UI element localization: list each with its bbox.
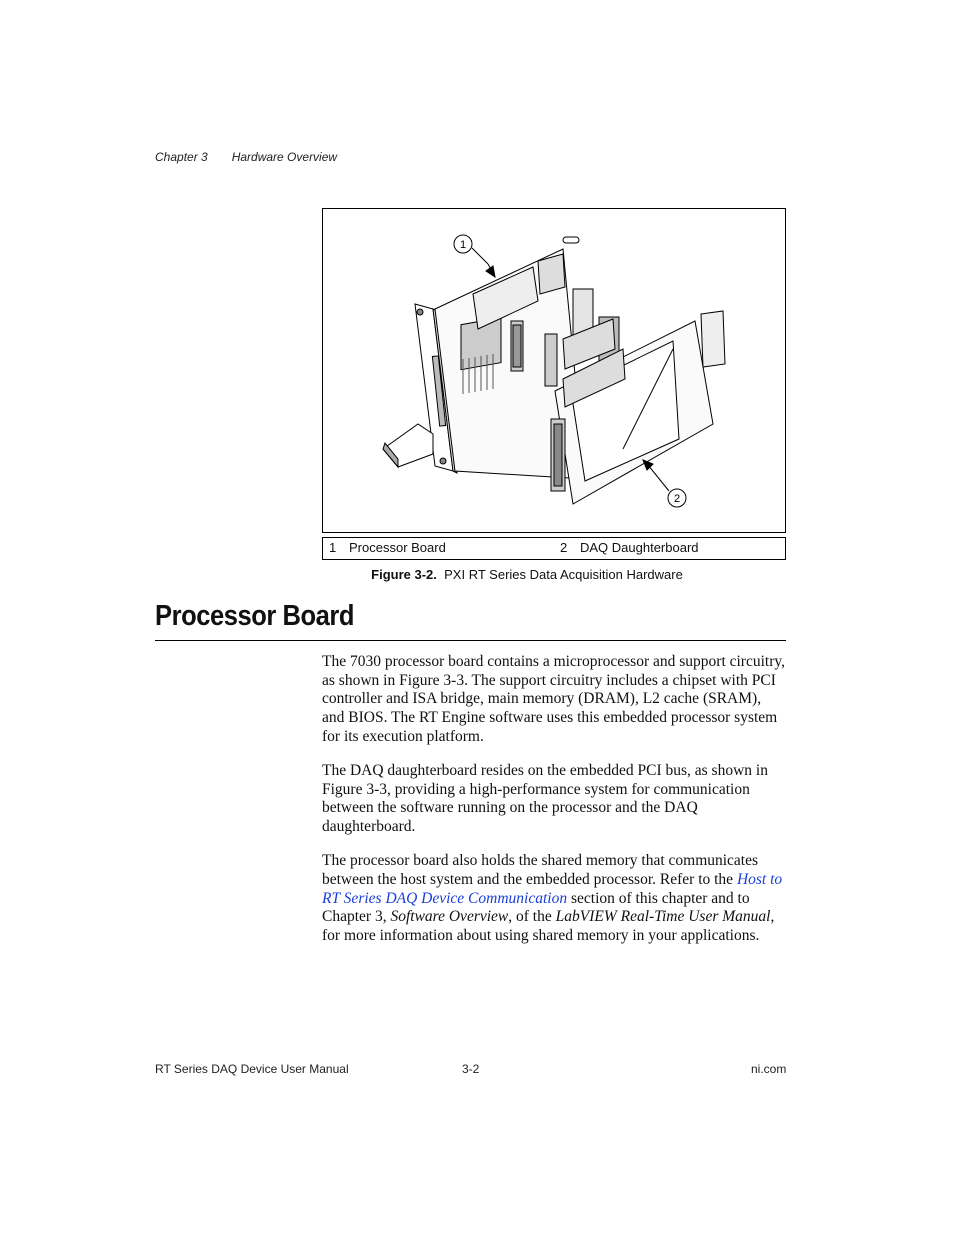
- figure-caption: Figure 3-2. PXI RT Series Data Acquisition Hardware: [371, 567, 683, 582]
- ejector-handle: [383, 424, 433, 467]
- section-rule: [155, 640, 786, 641]
- paragraph: The processor board also holds the shared memory that communicates between the host system and the embedded processor. Refer to the Host to RT Series DAQ Device Communication section of this chapter and to Chapter 3, Software Overview, of the LabVIEW Real-Time User Manual, for more information about using shared memory in your applications.: [322, 852, 783, 945]
- footer-manual-title: RT Series DAQ Device User Manual: [155, 1062, 349, 1076]
- body-text: [322, 653, 786, 961]
- chapter-title: Hardware Overview: [231, 150, 338, 164]
- cross-reference-link[interactable]: Host to RT Series DAQ Device Communication: [322, 871, 783, 907]
- figure-legend: [322, 537, 786, 560]
- legend-item: 2 DAQ Daughterboard: [560, 540, 699, 555]
- chapter-label: Chapter 3: [155, 150, 208, 164]
- figure-frame: [322, 208, 786, 533]
- hardware-illustration: [323, 209, 785, 532]
- paragraph: The 7030 processor board contains a microprocessor and support circuitry, as shown in Figure 3-3. The support circuitry includes a chipset with PCI controller and ISA bridge, main memory (DRAM), L2 cache (SRAM), and BIOS. The RT Engine software uses this embedded processor system for its execution platform.: [322, 653, 785, 745]
- paragraph: The DAQ daughterboard resides on the embedded PCI bus, as shown in Figure 3-3, providing a high-performance system for communication between the software running on the processor and the DAQ daughterboard.: [322, 762, 768, 836]
- running-header: [155, 150, 337, 164]
- section-title: Processor Board: [155, 600, 355, 632]
- footer-page-number: 3-2: [462, 1062, 480, 1076]
- callout-2-label: 2: [673, 493, 681, 505]
- callout-1-label: 1: [459, 239, 467, 251]
- footer-website: ni.com: [751, 1062, 787, 1076]
- legend-item: 1 Processor Board: [329, 540, 446, 555]
